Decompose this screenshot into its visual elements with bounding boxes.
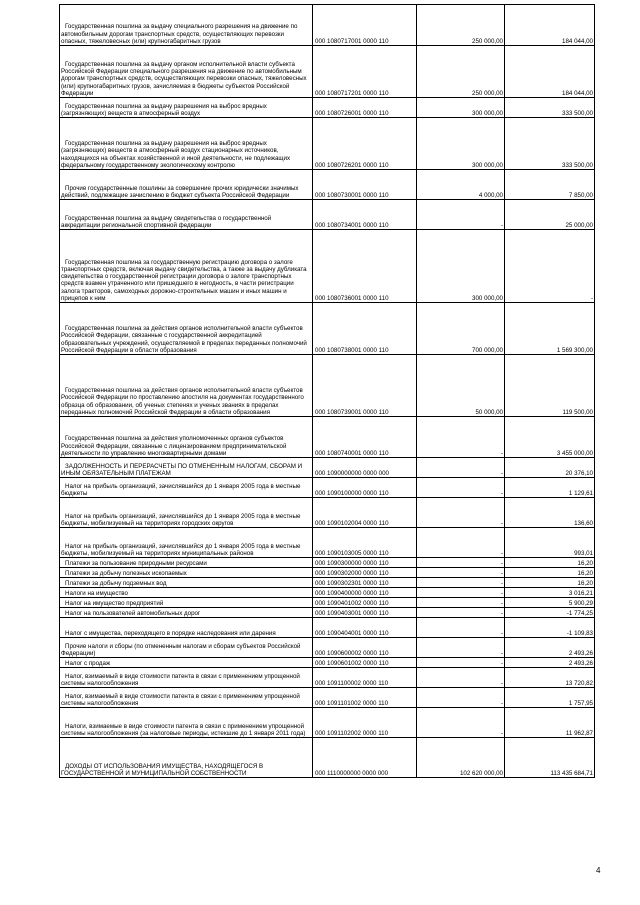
row-fact: - (505, 230, 595, 303)
row-code: 000 1090000000 0000 000 (313, 458, 417, 478)
row-fact: 11 962,87 (505, 708, 595, 738)
row-fact: 16,20 (505, 568, 595, 578)
row-code: 000 1090403001 0000 110 (313, 608, 417, 618)
row-code: 000 1090601002 0000 110 (313, 658, 417, 668)
table-row (60, 118, 595, 170)
row-plan: 4 000,00 (417, 170, 505, 200)
row-code: 000 1080726001 0000 110 (313, 98, 417, 118)
row-code: 000 1080717001 0000 110 (313, 5, 417, 46)
row-fact: -1 774,25 (505, 608, 595, 618)
row-code: 000 1090401002 0000 110 (313, 598, 417, 608)
row-code: 000 1090102004 0000 110 (313, 498, 417, 528)
row-plan: 300 000,00 (417, 230, 505, 303)
row-code: 000 1090400000 0000 110 (313, 588, 417, 598)
row-name: Налог на прибыль организаций, зачислявшийся до 1 января 2005 года в местные бюджеты, мобилизуемый на территориях городских округов (60, 498, 313, 528)
row-name: Платежи за добычу подземных вод (60, 578, 313, 588)
row-plan: - (417, 668, 505, 688)
row-code: 000 1090600002 0000 110 (313, 638, 417, 658)
row-code: 000 1080726201 0000 110 (313, 118, 417, 170)
row-plan: 250 000,00 (417, 5, 505, 46)
row-name: Государственная пошлина за выдачу свидетельства о государственной аккредитации региональной спортивной федерации (60, 200, 313, 230)
row-code: 000 1080738001 0000 110 (313, 303, 417, 355)
revenue-table (59, 4, 595, 778)
row-plan: - (417, 478, 505, 498)
row-plan: - (417, 688, 505, 708)
row-code: 000 1091101002 0000 110 (313, 688, 417, 708)
table-row (60, 578, 595, 588)
row-name: Налог на прибыль организаций, зачислявшийся до 1 января 2005 года в местные бюджеты, мобилизуемый на территориях муниципальных районов (60, 528, 313, 558)
row-code: 000 1091102002 0000 110 (313, 708, 417, 738)
row-code: 000 1080734001 0000 110 (313, 200, 417, 230)
row-plan: - (417, 568, 505, 578)
row-name: Платежи за добычу полезных ископаемых (60, 568, 313, 578)
row-plan: - (417, 608, 505, 618)
row-fact: 1 569 300,00 (505, 303, 595, 355)
row-fact: 113 435 684,71 (505, 738, 595, 778)
row-fact: 7 850,00 (505, 170, 595, 200)
row-fact: 333 500,00 (505, 118, 595, 170)
row-name: Государственная пошлина за выдачу органом исполнительной власти субъекта Российской Федерации специального разрешения на движение по автомобильным дорогам транспортных средств, осуществляющих перевозки опасных, тяжеловесных (или) крупногабаритных грузов, зачисляемая в бюджеты субъектов Российской Федерации (60, 46, 313, 98)
row-name: Прочие налоги и сборы (по отмененным налогам и сборам субъектов Российской Федерации) (60, 638, 313, 658)
table-row (60, 355, 595, 417)
row-fact: 3 016,21 (505, 588, 595, 598)
row-fact: 3 455 000,00 (505, 417, 595, 458)
table-row (60, 708, 595, 738)
table-row (60, 458, 595, 478)
row-plan: - (417, 708, 505, 738)
row-code: 000 1080717201 0000 110 (313, 46, 417, 98)
row-name: Налог, взимаемый в виде стоимости патента в связи с применением упрощенной системы налогообложения (60, 688, 313, 708)
row-name: ЗАДОЛЖЕННОСТЬ И ПЕРЕРАСЧЕТЫ ПО ОТМЕНЕННЫМ НАЛОГАМ, СБОРАМ И ИНЫМ ОБЯЗАТЕЛЬНЫМ ПЛАТЕЖАМ (60, 458, 313, 478)
row-plan: - (417, 618, 505, 638)
row-name: Государственная пошлина за действия уполномоченных органов субъектов Российской Федерации, связанные с лицензированием предпринимательской деятельности по управлению многоквартирными домами (60, 417, 313, 458)
row-code: 000 1090300000 0000 110 (313, 558, 417, 568)
table-row (60, 638, 595, 658)
row-code: 000 1080736001 0000 110 (313, 230, 417, 303)
table-row (60, 618, 595, 638)
row-fact: 1 129,61 (505, 478, 595, 498)
row-name: Налог на пользователей автомобильных дорог (60, 608, 313, 618)
row-name: Государственная пошлина за действия органов исполнительной власти субъектов Российской Федерации по проставлению апостиля на документах государственного образца об образовании, об ученых степенях и ученых званиях в пределах переданных полномочий Российской Федерации в области образования (60, 355, 313, 417)
row-fact: 20 376,10 (505, 458, 595, 478)
row-fact: 13 720,82 (505, 668, 595, 688)
row-fact: 119 500,00 (505, 355, 595, 417)
row-name: Государственная пошлина за выдачу разрешения на выброс вредных (загрязняющих) веществ в атмосферный воздух стационарных источников, находящихся на объектах хозяйственной и иной деятельности, не подлежащих федеральному государственному экологическому контролю (60, 118, 313, 170)
row-fact: -1 109,83 (505, 618, 595, 638)
row-name: Прочие государственные пошлины за совершение прочих юридически значимых действий, подлежащие зачислению в бюджет субъекта Российской Федерации (60, 170, 313, 200)
table-row (60, 478, 595, 498)
row-plan: 250 000,00 (417, 46, 505, 98)
table-row (60, 558, 595, 568)
row-plan: - (417, 578, 505, 588)
table-row (60, 588, 595, 598)
table-row (60, 528, 595, 558)
row-name: Государственная пошлина за выдачу специального разрешения на движение по автомобильным дорогам транспортных средств, осуществляющих перевозки опасных, тяжеловесных (или) крупногабаритных грузов (60, 5, 313, 46)
row-plan: - (417, 417, 505, 458)
row-name: Налог с продаж (60, 658, 313, 668)
row-plan: 300 000,00 (417, 98, 505, 118)
row-plan: - (417, 598, 505, 608)
row-fact: 5 900,29 (505, 598, 595, 608)
row-name: Налоги на имущество (60, 588, 313, 598)
row-plan: - (417, 200, 505, 230)
row-fact: 2 493,26 (505, 658, 595, 668)
revenue-table-body (60, 5, 595, 778)
table-row (60, 170, 595, 200)
table-row (60, 98, 595, 118)
row-fact: 136,60 (505, 498, 595, 528)
table-row (60, 417, 595, 458)
page-number: 4 (596, 866, 601, 875)
row-name: Платежи за пользование природными ресурсами (60, 558, 313, 568)
row-fact: 184 044,00 (505, 46, 595, 98)
row-fact: 25 000,00 (505, 200, 595, 230)
table-row (60, 688, 595, 708)
row-fact: 333 500,00 (505, 98, 595, 118)
table-row (60, 668, 595, 688)
row-code: 000 1091100002 0000 110 (313, 668, 417, 688)
row-plan: - (417, 638, 505, 658)
row-code: 000 1090100000 0000 110 (313, 478, 417, 498)
table-row (60, 230, 595, 303)
table-row (60, 5, 595, 46)
row-plan: - (417, 498, 505, 528)
row-code: 000 1090302000 0000 110 (313, 568, 417, 578)
row-name: Налог на прибыль организаций, зачислявшийся до 1 января 2005 года в местные бюджеты (60, 478, 313, 498)
row-plan: - (417, 558, 505, 568)
table-row (60, 498, 595, 528)
row-name: Налог с имущества, переходящего в порядке наследования или дарения (60, 618, 313, 638)
row-code: 000 1080730001 0000 110 (313, 170, 417, 200)
table-row (60, 568, 595, 578)
row-fact: 16,20 (505, 558, 595, 568)
row-fact: 993,01 (505, 528, 595, 558)
row-name: Государственная пошлина за выдачу разрешения на выброс вредных (загрязняющих) веществ в атмосферный воздух (60, 98, 313, 118)
table-row (60, 608, 595, 618)
row-name: Государственная пошлина за действия органов исполнительной власти субъектов Российской Федерации, связанные с государственной аккредитацией образовательных учреждений, осуществляемой в пределах переданных полномочий Российской Федерации в области образования (60, 303, 313, 355)
row-name: Налоги, взимаемые в виде стоимости патента в связи с применением упрощенной системы налогообложения (за налоговые периоды, истекшие до 1 января 2011 года) (60, 708, 313, 738)
row-name: Государственная пошлина за государственную регистрацию договора о залоге транспортных средств, включая выдачу свидетельства, а также за выдачу дубликата свидетельства о государственной регистрации договора о залоге транспортных средств взамен утраченного или пришедшего в негодность, в части регистрации залога тракторов, самоходных дорожно-строительных машин и иных машин и прицепов к ним (60, 230, 313, 303)
row-code: 000 1090103005 0000 110 (313, 528, 417, 558)
row-name: Налог на имущество предприятий (60, 598, 313, 608)
row-fact: 16,20 (505, 578, 595, 588)
row-plan: - (417, 528, 505, 558)
row-plan: 102 620 000,00 (417, 738, 505, 778)
table-row (60, 200, 595, 230)
row-code: 000 1080739001 0000 110 (313, 355, 417, 417)
row-plan: - (417, 458, 505, 478)
table-row (60, 658, 595, 668)
row-code: 000 1110000000 0000 000 (313, 738, 417, 778)
row-plan: 50 000,00 (417, 355, 505, 417)
row-code: 000 1080740001 0000 110 (313, 417, 417, 458)
row-plan: 300 000,00 (417, 118, 505, 170)
row-plan: - (417, 658, 505, 668)
row-name: ДОХОДЫ ОТ ИСПОЛЬЗОВАНИЯ ИМУЩЕСТВА, НАХОДЯЩЕГОСЯ В ГОСУДАРСТВЕННОЙ И МУНИЦИПАЛЬНОЙ СОБСТВЕННОСТИ (60, 738, 313, 778)
row-name: Налог, взимаемый в виде стоимости патента в связи с применением упрощенной системы налогообложения (60, 668, 313, 688)
table-row (60, 46, 595, 98)
table-row (60, 738, 595, 778)
row-plan: - (417, 588, 505, 598)
table-row (60, 598, 595, 608)
row-fact: 1 757,95 (505, 688, 595, 708)
row-code: 000 1090404001 0000 110 (313, 618, 417, 638)
row-plan: 700 000,00 (417, 303, 505, 355)
row-code: 000 1090302301 0000 110 (313, 578, 417, 588)
row-fact: 2 493,26 (505, 638, 595, 658)
row-fact: 184 044,00 (505, 5, 595, 46)
table-row (60, 303, 595, 355)
